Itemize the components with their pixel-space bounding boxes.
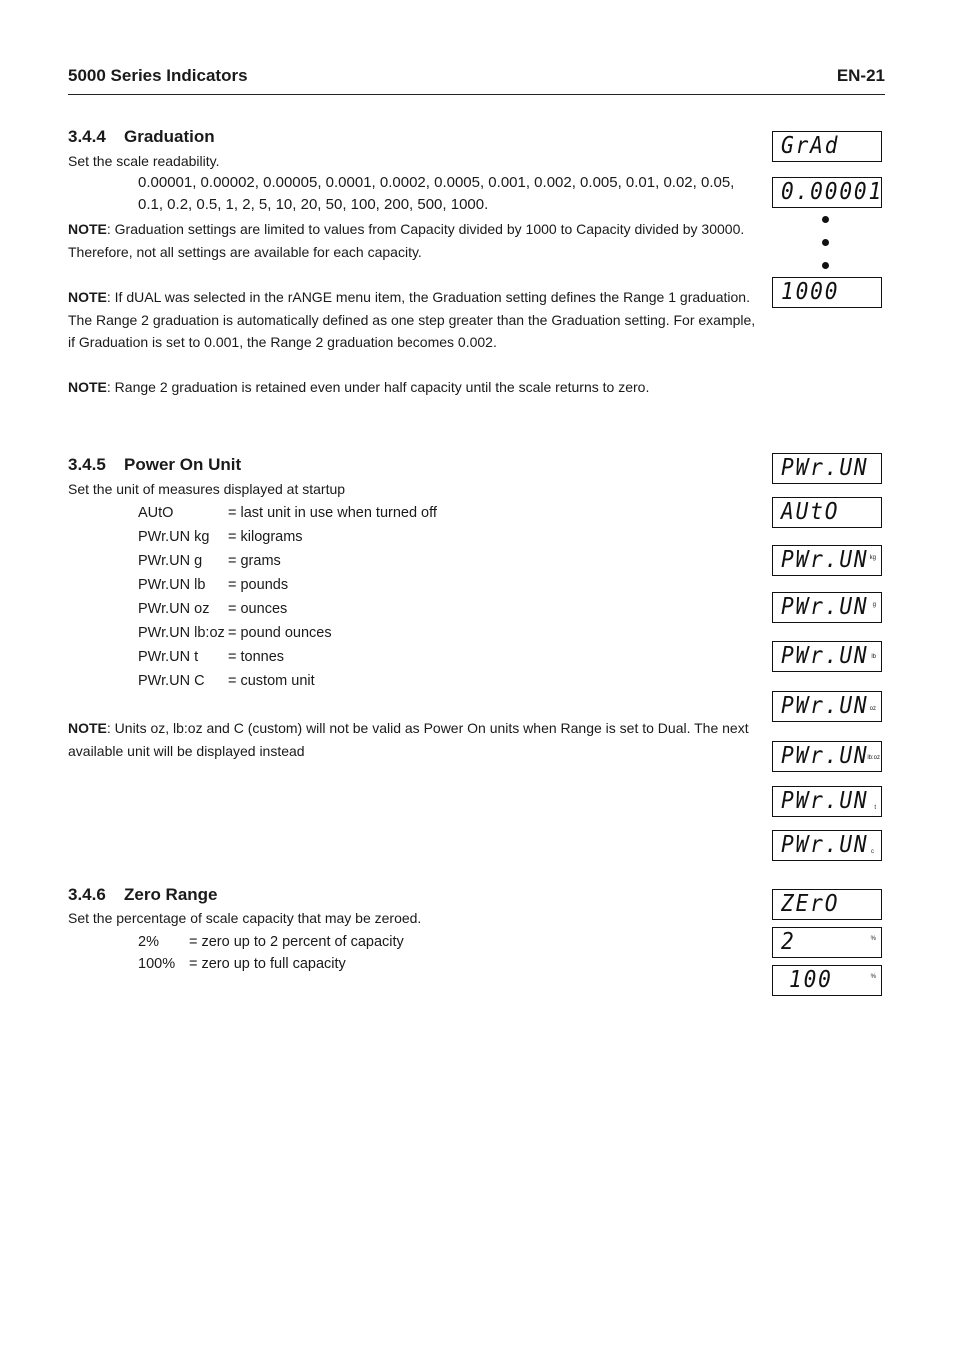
lcd-display-pwr-un-t: PWr.UN t [772,786,882,817]
section-title-graduation: 3.4.4 Graduation [68,127,215,146]
lcd-display-pwr-un-lb: PWr.UN lb [772,641,882,672]
graduation-values: 0.00001, 0.00002, 0.00005, 0.0001, 0.0002, 0.0005, 0.001, 0.002, 0.005, 0.01, 0.02, 0.05, 0.1, 0.2, 0.5, 1, 2, 5, 10, 20, 50, 100, 200, 500, 1000. [138,174,735,213]
zero-range-intro: Set the percentage of scale capacity that may be zeroed. [68,910,422,926]
lcd-display-pwr-un-kg: PWr.UN kg [772,545,882,576]
lcd-display-pwr-un-oz: PWr.UN oz [772,691,882,722]
list-item: 100% = zero up to full capacity [138,956,346,972]
ellipsis-dot [822,239,829,246]
list-item: PWr.UN C = custom unit [138,673,315,689]
list-item: 2% = zero up to 2 percent of capacity [138,934,404,950]
page-header [68,66,885,95]
list-item: PWr.UN oz = ounces [138,601,288,617]
lcd-display-pwr-un-c: PWr.UN c [772,830,882,861]
page-number: EN-21 [836,66,885,85]
list-item: AUtO = last unit in use when turned off [138,505,437,521]
power-on-unit-note: NOTE: Units oz, lb:oz and C (custom) will not be valid as Power On units when Range is set to Dual. The next available unit will be displayed instead [68,720,749,759]
lcd-display-grad-max: 1000 [772,277,882,308]
list-item: PWr.UN g = grams [138,553,281,569]
graduation-note-3: NOTE: Range 2 graduation is retained even under half capacity until the scale returns to zero. [68,379,650,395]
lcd-display-zero-2: 2 % [772,927,882,958]
list-item: PWr.UN lb = pounds [138,577,289,593]
graduation-note-1: NOTE: Graduation settings are limited to values from Capacity divided by 1000 to Capacity divided by 30000. Therefore, not all settings are available for each capacity. [68,221,745,260]
lcd-display-grad: GrAd [772,131,882,162]
graduation-note-2: NOTE: If dUAL was selected in the rANGE menu item, the Graduation setting defines the Range 1 graduation. The Range 2 graduation is automatically defined as one step greater than the Graduation setting. For example, if Graduation is set to 0.001, the Range 2 graduation becomes 0.002. [68,289,756,350]
ellipsis-dot [822,216,829,223]
ellipsis-dot [822,262,829,269]
list-item: PWr.UN lb:oz = pound ounces [138,625,332,641]
section-title-zero-range: 3.4.6 Zero Range [68,885,218,904]
lcd-display-zero: ZErO [772,889,882,920]
list-item: PWr.UN kg = kilograms [138,529,303,545]
lcd-display-zero-100: 100 % [772,965,882,996]
power-on-unit-intro: Set the unit of measures displayed at startup [68,481,346,497]
section-title-power-on-unit: 3.4.5 Power On Unit [68,455,242,474]
lcd-display-pwr-un-lboz: PWr.UN lb:oz [772,741,882,772]
lcd-display-auto: AUtO [772,497,882,528]
list-item: PWr.UN t = tonnes [138,649,285,665]
document-title: 5000 Series Indicators [68,66,248,85]
lcd-display-grad-min: 0.00001 [772,177,882,208]
lcd-display-pwr-un-g: PWr.UN g [772,592,882,623]
graduation-intro: Set the scale readability. [68,153,220,169]
lcd-display-pwr-un: PWr.UN [772,453,882,484]
